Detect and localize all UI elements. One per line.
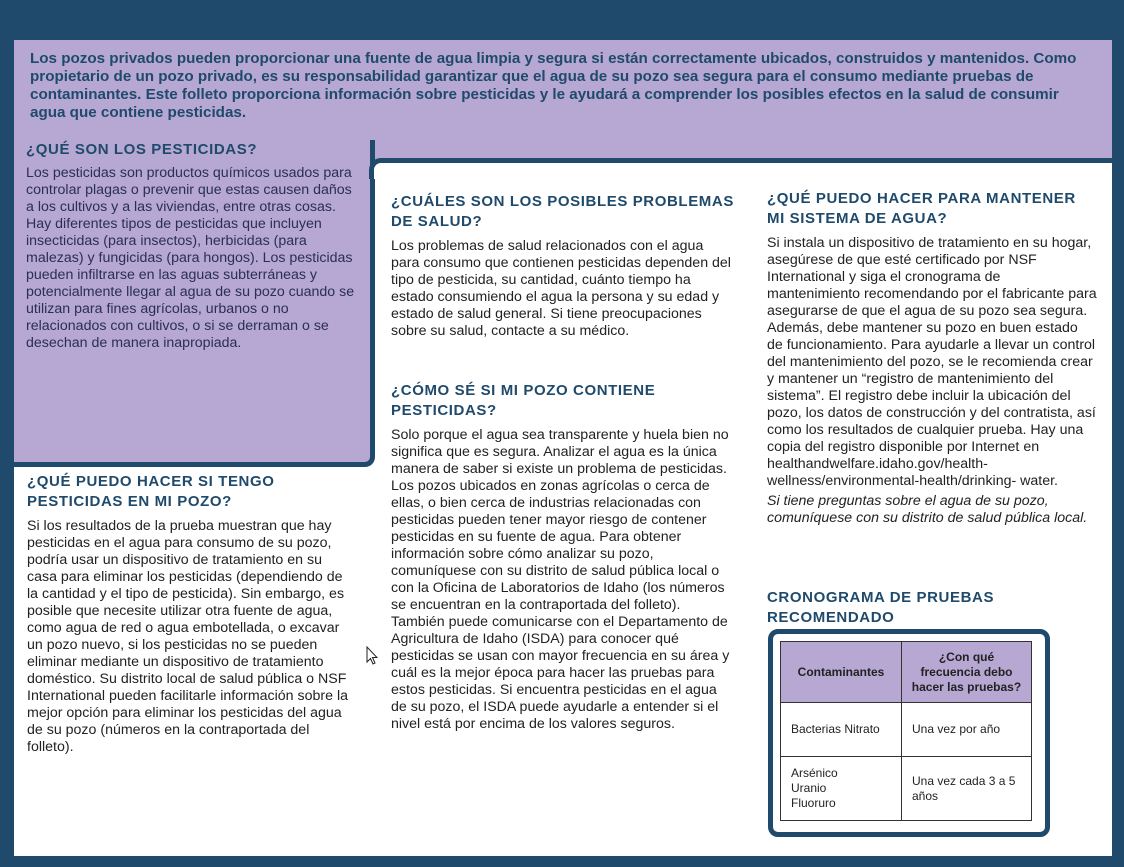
table-row xyxy=(781,703,1032,757)
maintain-heading: ¿QUÉ PUEDO HACER PARA MANTENER MI SISTEMA DE AGUA? xyxy=(767,190,1076,227)
maintain-contact-note: Si tiene preguntas sobre el agua de su pozo, comuníquese con su distrito de salud pública local. xyxy=(767,493,1088,526)
table-cell-contaminant xyxy=(781,757,902,821)
health-heading: ¿CUÁLES SON LOS POSIBLES PROBLEMAS DE SALUD? xyxy=(391,193,734,230)
schedule-table xyxy=(780,641,1032,821)
what-are-heading: ¿QUÉ SON LOS PESTICIDAS? xyxy=(26,141,258,158)
table-header-row xyxy=(781,642,1032,703)
table-cell-frequency: Una vez por año xyxy=(902,703,1032,757)
table-row xyxy=(781,757,1032,821)
schedule-heading: CRONOGRAMA DE PRUEBAS RECOMENDADO xyxy=(767,589,995,626)
mouse-pointer-icon xyxy=(366,646,378,666)
health-section xyxy=(391,192,735,340)
what-if-heading: ¿QUÉ PUEDO HACER SI TENGO PESTICIDAS EN MI POZO? xyxy=(27,473,275,510)
what-are-text: Los pesticidas son productos químicos usados para controlar plagas o prevenir que estas causen daños a los cultivos y a las viviendas, entre otras cosas. Hay diferentes tipos de pesticidas que incluyen insecticidas (para insectos), herbicidas (para malezas) y fungicidas (para hongos). Los pesticidas pueden infiltrarse en las aguas subterráneas y potencialmente llegar al agua de su pozo cuando se utilizan para fines agrícolas, urbanos o no relacionados con cultivos, o si se derraman o se desechan de manera inapropiada. xyxy=(26,165,355,351)
table-header-contaminants: Contaminantes xyxy=(781,642,902,703)
schedule-section xyxy=(767,588,1067,628)
maintain-text: Si instala un dispositivo de tratamiento en su hogar, asegúrese de que esté certificado por NSF International y siga el cronograma de mantenimiento recomendando por el fabricante para asegurarse de que el agua de su pozo sea segura. Además, debe mantener su pozo en buen estado de funcionamiento. Para ayudarle a llevar un control del mantenimiento del pozo, se le recomienda crear y mantener un “registro de mantenimiento del sistema”. El registro debe incluir la ubicación del pozo, los datos de construcción y del contratista, así como los resultados de cualquier prueba. Hay una copia del registro disponible por Internet en healthandwelfare.idaho.gov/health-wellness/environmental-health/drinking- water. xyxy=(767,235,1097,489)
health-text: Los problemas de salud relacionados con el agua para consumo que contienen pesticidas dependen del tipo de pesticida, su cantidad, cuánto tiempo ha estado consumiendo el agua la persona y su edad y estado de salud general. Si tiene preocupaciones sobre su salud, contacte a su médico. xyxy=(391,238,731,339)
contaminant-arsenic: Arsénico xyxy=(791,766,838,780)
table-cell-frequency: Una vez cada 3 a 5 años xyxy=(902,757,1032,821)
what-are-section xyxy=(26,140,362,352)
how-know-text: Solo porque el agua sea transparente y huela bien no significa que es segura. Analizar el agua es la única manera de saber si existe un problema de pesticidas. Los pozos ubicados en zonas agrícolas o cerca de ellas, o bien cerca de industrias relacionadas con pesticidas pueden tener mayor riesgo de contener pesticidas en su fuente de agua. Para obtener información sobre cómo analizar su pozo, comuníquese con su distrito de salud pública local o con la Oficina de Laboratorios de Idaho (los números se encuentran en la contraportada del folleto). También puede comunicarse con el Departamento de Agricultura de Idaho (ISDA) para conocer qué pesticidas se usan con mayor frecuencia en su área y cuál es la mejor época para hacer las pruebas para estos pesticidas. Si encuentra pesticidas en el agua de su pozo, el ISDA puede ayudarle a entender si el nivel está por encima de los valores seguros. xyxy=(391,427,730,732)
how-know-section xyxy=(391,381,735,733)
what-are-pesticides-box xyxy=(14,140,375,467)
contaminant-fluoride: Fluoruro xyxy=(791,796,836,810)
what-if-section xyxy=(27,472,355,756)
box-top-border xyxy=(382,158,1112,163)
intro-text: Los pozos privados pueden proporcionar una fuente de agua limpia y segura si están correctamente ubicados, construidos y mantenidos. Como propietario de un pozo privado, es su responsabilidad garantizar que el agua de su pozo sea segura para el consumo mediante pruebas de contaminantes. Este folleto proporciona información sobre pesticidas y le ayudará a comprender los posibles efectos en la salud de consumir agua que contiene pesticidas. xyxy=(30,50,1077,121)
table-header-frequency: ¿Con qué frecuencia debo hacer las pruebas? xyxy=(902,642,1032,703)
schedule-table-frame xyxy=(768,629,1050,837)
how-know-heading: ¿CÓMO SÉ SI MI POZO CONTIENE PESTICIDAS? xyxy=(391,382,656,419)
contaminant-uranium: Uranio xyxy=(791,781,827,795)
table-cell-contaminant: Bacterias Nitrato xyxy=(781,703,902,757)
maintain-section xyxy=(767,189,1097,527)
what-if-text: Si los resultados de la prueba muestran que hay pesticidas en el agua para consumo de su pozo, podría usar un dispositivo de tratamiento en su casa para eliminar los pesticidas (dependiendo de la cantidad y el tipo de pesticida). Sin embargo, es posible que necesite utilizar otra fuente de agua, como agua de red o agua embotellada, o excavar un pozo nuevo, si los pesticidas no se pueden eliminar mediante un dispositivo de tratamiento doméstico. Su distrito local de salud pública o NSF International pueden facilitarle información sobre la mejor opción para eliminar los pesticidas del agua de su pozo (números en la contraportada del folleto). xyxy=(27,518,348,755)
